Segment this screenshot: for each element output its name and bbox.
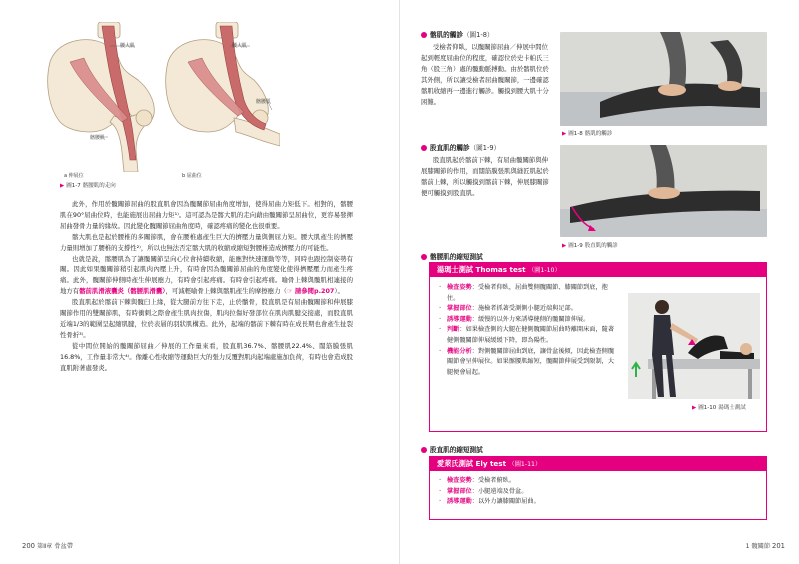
left-body-text [60,199,353,374]
chapter-label: 第Ⅱ章 [36,543,53,550]
paragraph-5: 從中間位開始的髖關節屈曲／伸展的工作量來看，股直肌36.7%、髂腰肌22.4%、闊筋膜張肌16.8%，工作量非常大⁴⁾。像離心性收縮等運動巨大的張力反覆對肌肉起端處施加負荷，有時也會造成股直肌附著處發炎。 [60,341,353,372]
right-page [400,0,799,564]
left-footer [22,541,73,550]
photo-thomas-test [628,293,760,399]
caption-triangle-icon: ▶ [60,183,65,189]
anatomy-figure-b [160,22,280,172]
paragraph-3: 也就是說，髂腰肌為了讓髖關節呈向心位會持續收縮，能應對快速運動等等，同時也跟控制姿勢有關。因此如果髖關節稍引起肌肉內壓上升，有時會因為髖關節屈曲的角度變化使得擠壓壓力而產生疼痛。此外，髖關節伸側時產生伸展應力，有時會引起疼痛。有時會引起疼痛。喻骨上棘與髖肌相連接的地方有髂前肌滑液囊炎（髂腰肌滑囊），可減輕喻骨上棘與髂肌產生的摩擦應力（☞ 請參閱p.207）。 [60,254,353,296]
list-item: ・ 機能分析：對側髖關節屈曲到底，讓骨盆後傾，因此檢查側髖關節會呈伸展位。如果髂腰肌縮短，髖關節伸展受到限制，大腿便會屈起。 [440,347,620,379]
label-iliopsoas-b: 髂腰肌 [256,99,272,105]
label-iliopsoas-a: 髂腰肌 [90,135,106,141]
list-item: ・ 檢查姿勢：受檢者俯臥。 [440,476,740,487]
left-page [0,0,399,564]
subcaption-a: a 伸展位 [64,173,84,179]
ely-test-title: 愛萊氏測試 Ely test （圖1-11） [430,457,766,471]
photo-rectus-palpation [560,145,767,237]
list-item: ・ 誘導運動：以外力讓膝關節屈曲。 [440,497,740,508]
label-psoas-a: 腰大肌 [120,43,136,49]
figure-caption-1-9: ▶ 圖1-9 股直肌的觸診 [562,243,618,249]
section-rectus-palpation-heading: 股直肌的觸診（圖1-9） [421,142,500,152]
photo-iliacus-palpation [560,32,767,126]
thomas-test-list [440,283,620,378]
section-iliacus-text: 受檢者仰臥，以髖關節屈曲／伸展中間位起到輕度屈曲位的程度，確認位於史卡帕氏三角（股三角）處的髖動脈搏動。由於髂肌位於其外側，所以讓受檢者屈曲髖關節，一邊確認髂肌收縮再一邊進行觸診。觸摸到腰大肌十分困難。 [421,43,549,106]
bullet-dot-icon [421,145,427,151]
chapter-title-left: 骨盆帶 [54,543,73,550]
figure-caption-1-8: ▶ 圖1-8 髂肌的觸診 [562,131,613,137]
page-number-right: 201 [772,542,785,550]
list-item: ・ 掌握部位：小腿遠端及骨盆。 [440,487,740,498]
caption-triangle-icon: ▶ [562,131,567,137]
caption-triangle-icon: ▶ [692,405,697,411]
chapter-number-right: 1 [745,543,750,550]
right-footer [746,541,785,550]
bullet-dot-icon [421,254,427,260]
list-item: ・ 判斷：如果檢查側的大腿在健側髖關節屈曲時離開床面，隨著健側髖關節伸展緩緩下降，即為陽性。 [440,325,620,346]
thomas-test-title: 湯瑪士測試 Thomas test （圖1-10） [430,263,766,277]
bursitis-term: 髂前肌滑液囊炎（髂腰肌滑囊） [79,287,166,296]
page-number-left: 200 [22,542,35,550]
bullet-dot-icon [421,447,427,453]
label-psoas-b: 腰大肌 [232,43,248,49]
figure-caption-1-10: ▶ 圖1-10 湯瑪士測試 [692,405,746,411]
ely-test-box [429,456,767,520]
list-item: ・ 誘導運動：緩慢的以外力來誘導健側的髖關節伸展。 [440,315,620,326]
thomas-test-box [429,262,767,432]
figure-caption-1-7: ▶ 圖1-7 髂腰肌的走向 [60,183,116,189]
section-iliopsoas-test-heading: 髂腰肌的縮短測試 [421,251,483,261]
ely-test-list [440,476,740,508]
section-iliacus-palpation-heading: 髂肌的觸診（圖1-8） [421,29,494,39]
list-item: ・ 掌握部位：施檢者抓著受測側小腿近端與足部。 [440,304,620,315]
anatomy-figure-a [40,22,165,172]
subcaption-b: b 屈曲位 [182,173,202,179]
section-rectus-text: 股直肌起於髂前下棘，有屈曲髖關節與伸展膝關節的作用，而闊筋膜張肌與縫匠肌起於髂前上棘，所以觸摸到髂前下棘，伸展膝關節便可觸摸到股直肌。 [421,156,549,197]
section-rectus-test-heading: 股直肌的縮短測試 [421,444,483,454]
list-item: ・ 檢查姿勢：受檢者仰臥，屈曲雙側髖關節、膝關節到底，抱住。 [440,283,620,304]
chapter-title-right: 髖關節 [751,543,771,550]
paragraph-1: 此外，作用於髖關節屈曲的股直肌會因為髖關節屈曲角度增加，使得屈曲力矩低下。相對的，髂腰肌在90°屈曲位時，也能施展出屈曲力矩¹⁾。這可認為是髂大肌的走向藉由髖關節呈屈曲位，更容易發揮屈曲發骨力量的緣故。因此變化髖關節屈曲角度時，確認疼痛的變化也很重要。 [60,200,353,230]
page-reference-link[interactable]: ☞ 請參閱p.207 [286,287,335,296]
bullet-dot-icon [421,32,427,38]
caption-triangle-icon: ▶ [562,243,567,249]
paragraph-2: 髂大肌也是起於腰椎的多關節肌，會在腰椎處產生巨大的擠壓力量與側屈力矩。腰大肌產生的擠壓力量則增加了腰椎的支撐性²⁾，所以也無法否定髂大肌的收縮或縮短對腰椎造成擠壓力的可能性。 [60,232,353,252]
paragraph-4: 股直肌起於髂前下棘與髖臼上緣，從大腿前方往下走，止於髕骨，股直肌是有屈曲髖關節和伸展膝關節作用的雙關節肌，有時衝刺之際會產生肌肉拉傷，肌肉拉傷好發部位在肌肉肌腱交接處，而股直肌近端1/3的範圍呈起縮肌腱，位於表層的羽狀肌構造。此外，起端的髂前下棘有時在成長期也會產生扯裂性骨折³⁾。 [60,298,353,339]
